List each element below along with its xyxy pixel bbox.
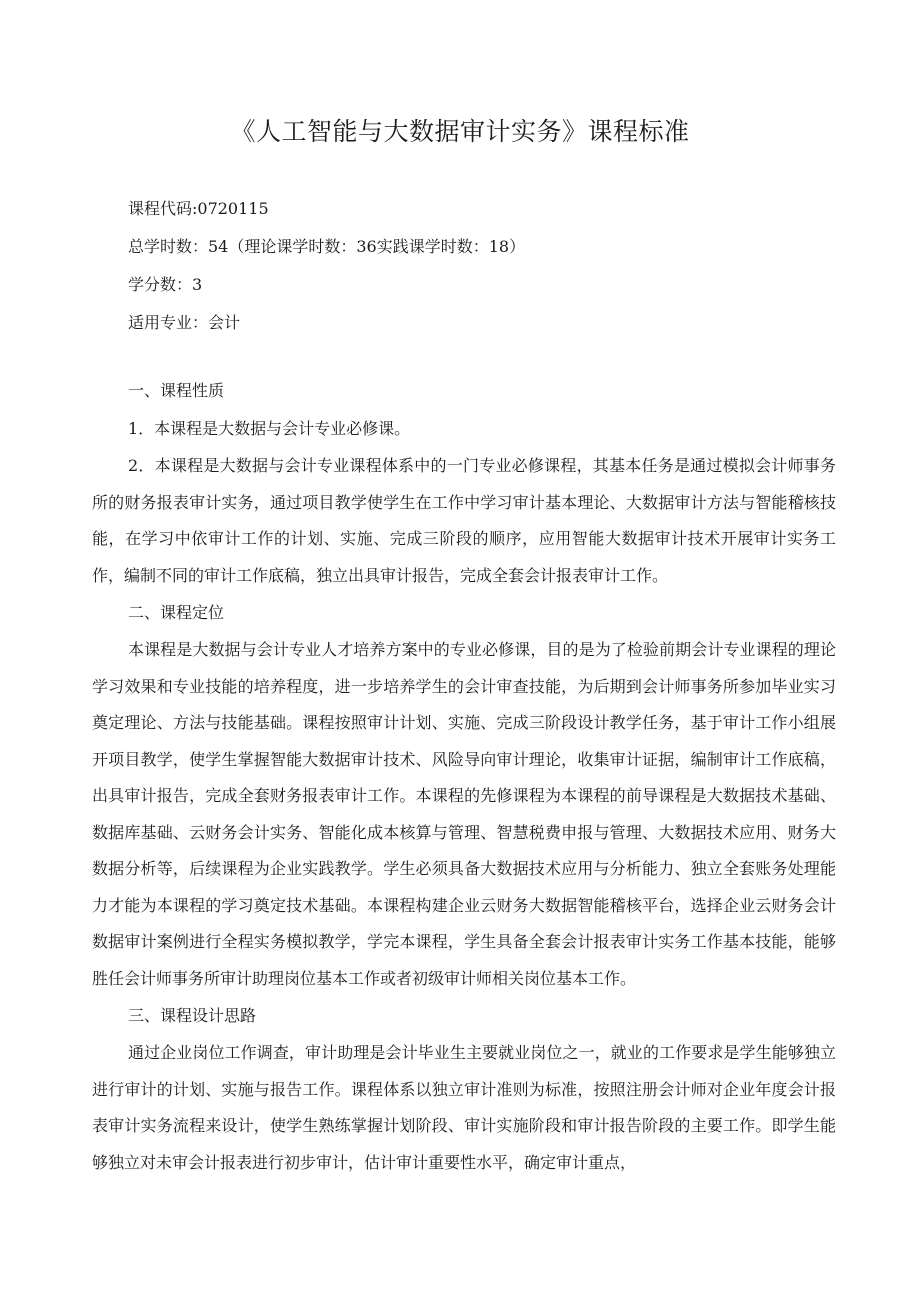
paragraph-design: 通过企业岗位工作调查，审计助理是会计毕业生主要就业岗位之一，就业的工作要求是学生能够独立进行审计的计划、实施与报告工作。课程体系以独立审计准则为标准，按照注册会计师对企业年度会计报表审计实务流程来设计，使学生熟练掌握计划阶段、审计实施阶段和审计报告阶段的主要工作。即学生能够独立对未审会计报表进行初步审计，估计审计重要性水平，确定审计重点， (92, 1043, 836, 1172)
paragraph-positioning: 本课程是大数据与会计专业人才培养方案中的专业必修课，目的是为了检验前期会计专业课程的理论学习效果和专业技能的培养程度，进一步培养学生的会计审查技能，为后期到会计师事务所参加毕业实习奠定理论、方法与技能基础。课程按照审计计划、实施、完成三阶段设计教学任务，基于审计工作小组展开项目教学，使学生掌握智能大数据审计技术、风险导向审计理论，收集审计证据，编制审计工作底稿，出具审计报告，完成全套财务报表审计工作。本课程的先修课程为本课程的前导课程是大数据技术基础、数据库基础、云财务会计实务、智能化成本核算与管理、智慧税费申报与管理、大数据技术应用、财务大数据分析等，后续课程为企业实践教学。学生必须具备大数据技术应用与分析能力、独立全套账务处理能力才能为本课程的学习奠定技术基础。本课程构建企业云财务大数据智能稽核平台，选择企业云财务会计数据审计案例进行全程实务模拟教学，学完本课程，学生具备全套会计报表审计实务工作基本技能，能够胜任会计师事务所审计助理岗位基本工作或者初级审计师相关岗位基本工作。 (92, 640, 836, 988)
credits: 学分数：3 (128, 275, 203, 294)
course-meta-list (128, 190, 525, 342)
paragraph-nature-2: 2．本课程是大数据与会计专业课程体系中的一门专业必修课程，其基本任务是通过模拟会计师事务所的财务报表审计实务，通过项目教学使学生在工作中学习审计基本理论、大数据审计方法与智能稽核技能，在学习中依审计工作的计划、实施、完成三阶段的顺序，应用智能大数据审计技术开展审计实务工作，编制不同的审计工作底稿，独立出具审计报告，完成全套会计报表审计工作。 (92, 456, 836, 585)
section-heading-design: 三、课程设计思路 (128, 1006, 257, 1025)
document-body (92, 372, 836, 1181)
applicable-major: 适用专业：会计 (128, 313, 241, 332)
section-heading-nature: 一、课程性质 (128, 381, 225, 400)
document-title: 《人工智能与大数据审计实务》课程标准 (230, 117, 690, 146)
paragraph-nature-1: 1．本课程是大数据与会计专业必修课。 (128, 419, 411, 438)
total-hours: 总学时数：54（理论课学时数：36实践课学时数：18） (128, 237, 526, 256)
course-code: 课程代码:0720115 (128, 199, 269, 218)
section-heading-positioning: 二、课程定位 (128, 603, 225, 622)
